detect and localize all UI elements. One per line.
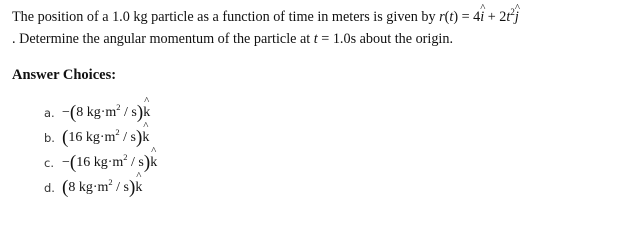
choice-expression: (8 $kg\cdot m^2 / s)k$ ^ [62, 177, 142, 199]
answer-choice-b[interactable] [44, 125, 157, 150]
answer-choice-a[interactable] [44, 100, 157, 125]
choice-magnitude: 16 [68, 129, 83, 145]
choice-unit-tail: / s [119, 129, 136, 145]
choice-letter: c. [44, 155, 54, 170]
choice-expression: −(16 $kg\cdot m^2 / s)k$ ^ [62, 152, 157, 174]
answer-choice-list [44, 100, 157, 200]
choice-letter: a. [44, 105, 55, 120]
plus-2: + 2 [484, 9, 507, 25]
choice-letter: b. [44, 130, 55, 145]
choice-expression: (16 $kg\cdot m^2 / s)k$ ^ [62, 127, 149, 149]
question-tail: = 1.0s about the origin. [317, 31, 454, 47]
choice-unit: kg·m [93, 154, 124, 170]
question-text [12, 6, 612, 50]
choice-letter: d. [44, 180, 55, 195]
time-symbol-2: t [506, 9, 511, 25]
choice-expression: −(8 $kg\cdot m^2 / s)k$ ^ [62, 102, 150, 124]
i-hat-symbol: i ^ [480, 6, 484, 28]
choice-unit-exponent: 2 [115, 126, 120, 137]
k-hat-symbol: k ^ [150, 155, 157, 171]
choice-sign: − [62, 154, 70, 170]
choice-unit-exponent: 2 [108, 176, 113, 187]
choice-magnitude: 8 [68, 179, 76, 195]
choice-unit-tail: / s [120, 104, 137, 120]
question-intro: The position of a 1.0 kg particle as a function of time in meters is given by [12, 9, 440, 25]
choice-unit-tail: / s [127, 154, 144, 170]
exponent-2: 2 [510, 7, 515, 17]
choice-magnitude: 16 [76, 154, 91, 170]
choice-unit: kg·m [86, 104, 117, 120]
question-line-2 [12, 28, 612, 50]
choice-unit: kg·m [78, 179, 109, 195]
question-line-1: The position of a 1.0 kg particle as a function of time in meters is given by r(t) = 4i ^ + $2t^2j$ ^ [12, 6, 612, 28]
k-hat-symbol: k ^ [142, 130, 149, 146]
k-hat-symbol: k ^ [135, 180, 142, 196]
question-task: . Determine the angular momentum of the particle at [12, 31, 314, 47]
position-symbol: r [439, 9, 445, 25]
choice-unit: kg·m [85, 129, 116, 145]
choice-sign: − [62, 104, 70, 120]
time-symbol: t [449, 9, 454, 25]
time-symbol-3: t [313, 31, 318, 47]
choice-unit-exponent: 2 [116, 101, 121, 112]
k-hat-symbol: k ^ [143, 105, 150, 121]
choice-unit-exponent: 2 [123, 151, 128, 162]
coefficient-4: 4 [473, 9, 481, 25]
answer-choices-heading: Answer Choices: [12, 67, 117, 83]
answer-choice-d[interactable] [44, 175, 157, 200]
choice-magnitude: 8 [76, 104, 84, 120]
choice-unit-tail: / s [112, 179, 129, 195]
j-hat-symbol: j ^ [515, 6, 519, 28]
